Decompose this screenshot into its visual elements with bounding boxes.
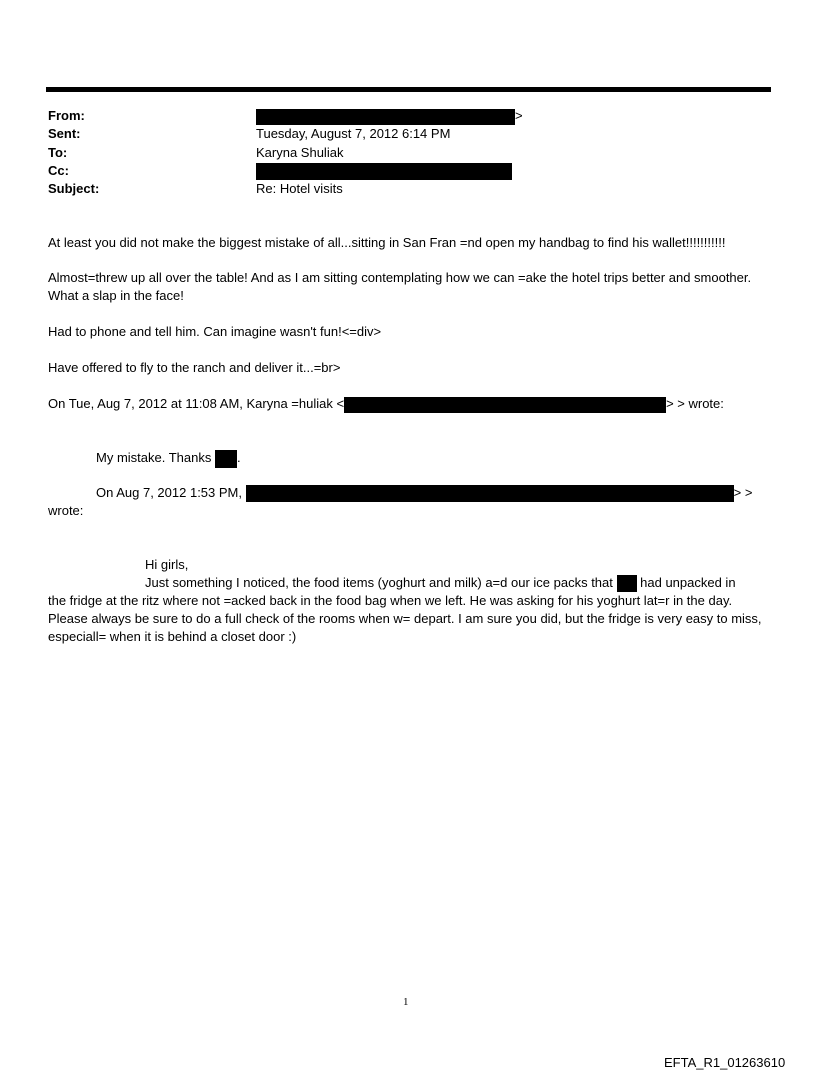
body-paragraph-3: Had to phone and tell him. Can imagine wasn't fun!<=div> [48, 324, 382, 339]
body-paragraph-4: Have offered to fly to the ranch and deliver it...=br> [48, 360, 341, 375]
quoted-paragraph: the fridge at the ritz where not =acked back in the food bag when we left. He was asking for his yoghurt lat=r in the day. Please always be sure to do a full check of the rooms when w= depart. I am sure you did, but the fridge is very easy to miss, especiall= when it is behind a closet door :) [48, 593, 762, 644]
redaction-block [344, 397, 666, 413]
quoted-line-1-a: Just something I noticed, the food items (yoghurt and milk) a=d our ice packs that [145, 575, 613, 590]
sent-value: Tuesday, August 7, 2012 6:14 PM [256, 126, 451, 141]
reply-attribution-1-suffix: > > wrote: [666, 396, 724, 411]
mistake-suffix: . [236, 450, 241, 465]
subject-label: Subject: [48, 181, 100, 196]
cc-label: Cc: [48, 163, 69, 178]
quoted-line-1 [145, 574, 736, 592]
cc-value [256, 162, 512, 180]
reply-attribution-2-suffix: > > [733, 485, 753, 500]
document-id: EFTA_R1_01263610 [664, 1055, 786, 1070]
reply-attribution-2-prefix: On Aug 7, 2012 1:53 PM, [96, 485, 242, 500]
subject-value: Re: Hotel visits [256, 181, 343, 196]
redaction-block [256, 163, 512, 180]
reply-attribution-1 [48, 395, 724, 413]
body-paragraph-2: Almost=threw up all over the table! And as I am sitting contemplating how we can =ake the hotel trips better and smoother. What a slap in the face! [48, 270, 752, 303]
body-paragraph-1: At least you did not make the biggest mistake of all...sitting in San Fran =nd open my handbag to find his wallet!!!!!!!!!!! [48, 235, 726, 250]
header-rule [46, 87, 771, 92]
redaction-block [215, 450, 237, 468]
from-suffix: > [515, 108, 523, 123]
quoted-greeting: Hi girls, [145, 557, 189, 572]
from-value [256, 107, 523, 125]
from-label: From: [48, 108, 85, 123]
to-label: To: [48, 145, 68, 160]
redaction-block [617, 575, 637, 592]
redaction-block [246, 485, 734, 502]
mistake-prefix: My mistake. Thanks [96, 450, 212, 465]
reply-attribution-2 [96, 484, 752, 502]
reply-attribution-2-wrote: wrote: [48, 503, 84, 518]
quoted-line-1-b: had unpacked in [640, 575, 736, 590]
sent-label: Sent: [48, 126, 81, 141]
reply-attribution-1-prefix: On Tue, Aug 7, 2012 at 11:08 AM, Karyna =huliak < [48, 396, 345, 411]
page-number: 1 [403, 996, 409, 1008]
quoted-mistake-line [96, 449, 241, 468]
redaction-block [256, 109, 515, 125]
to-value: Karyna Shuliak [256, 145, 344, 160]
